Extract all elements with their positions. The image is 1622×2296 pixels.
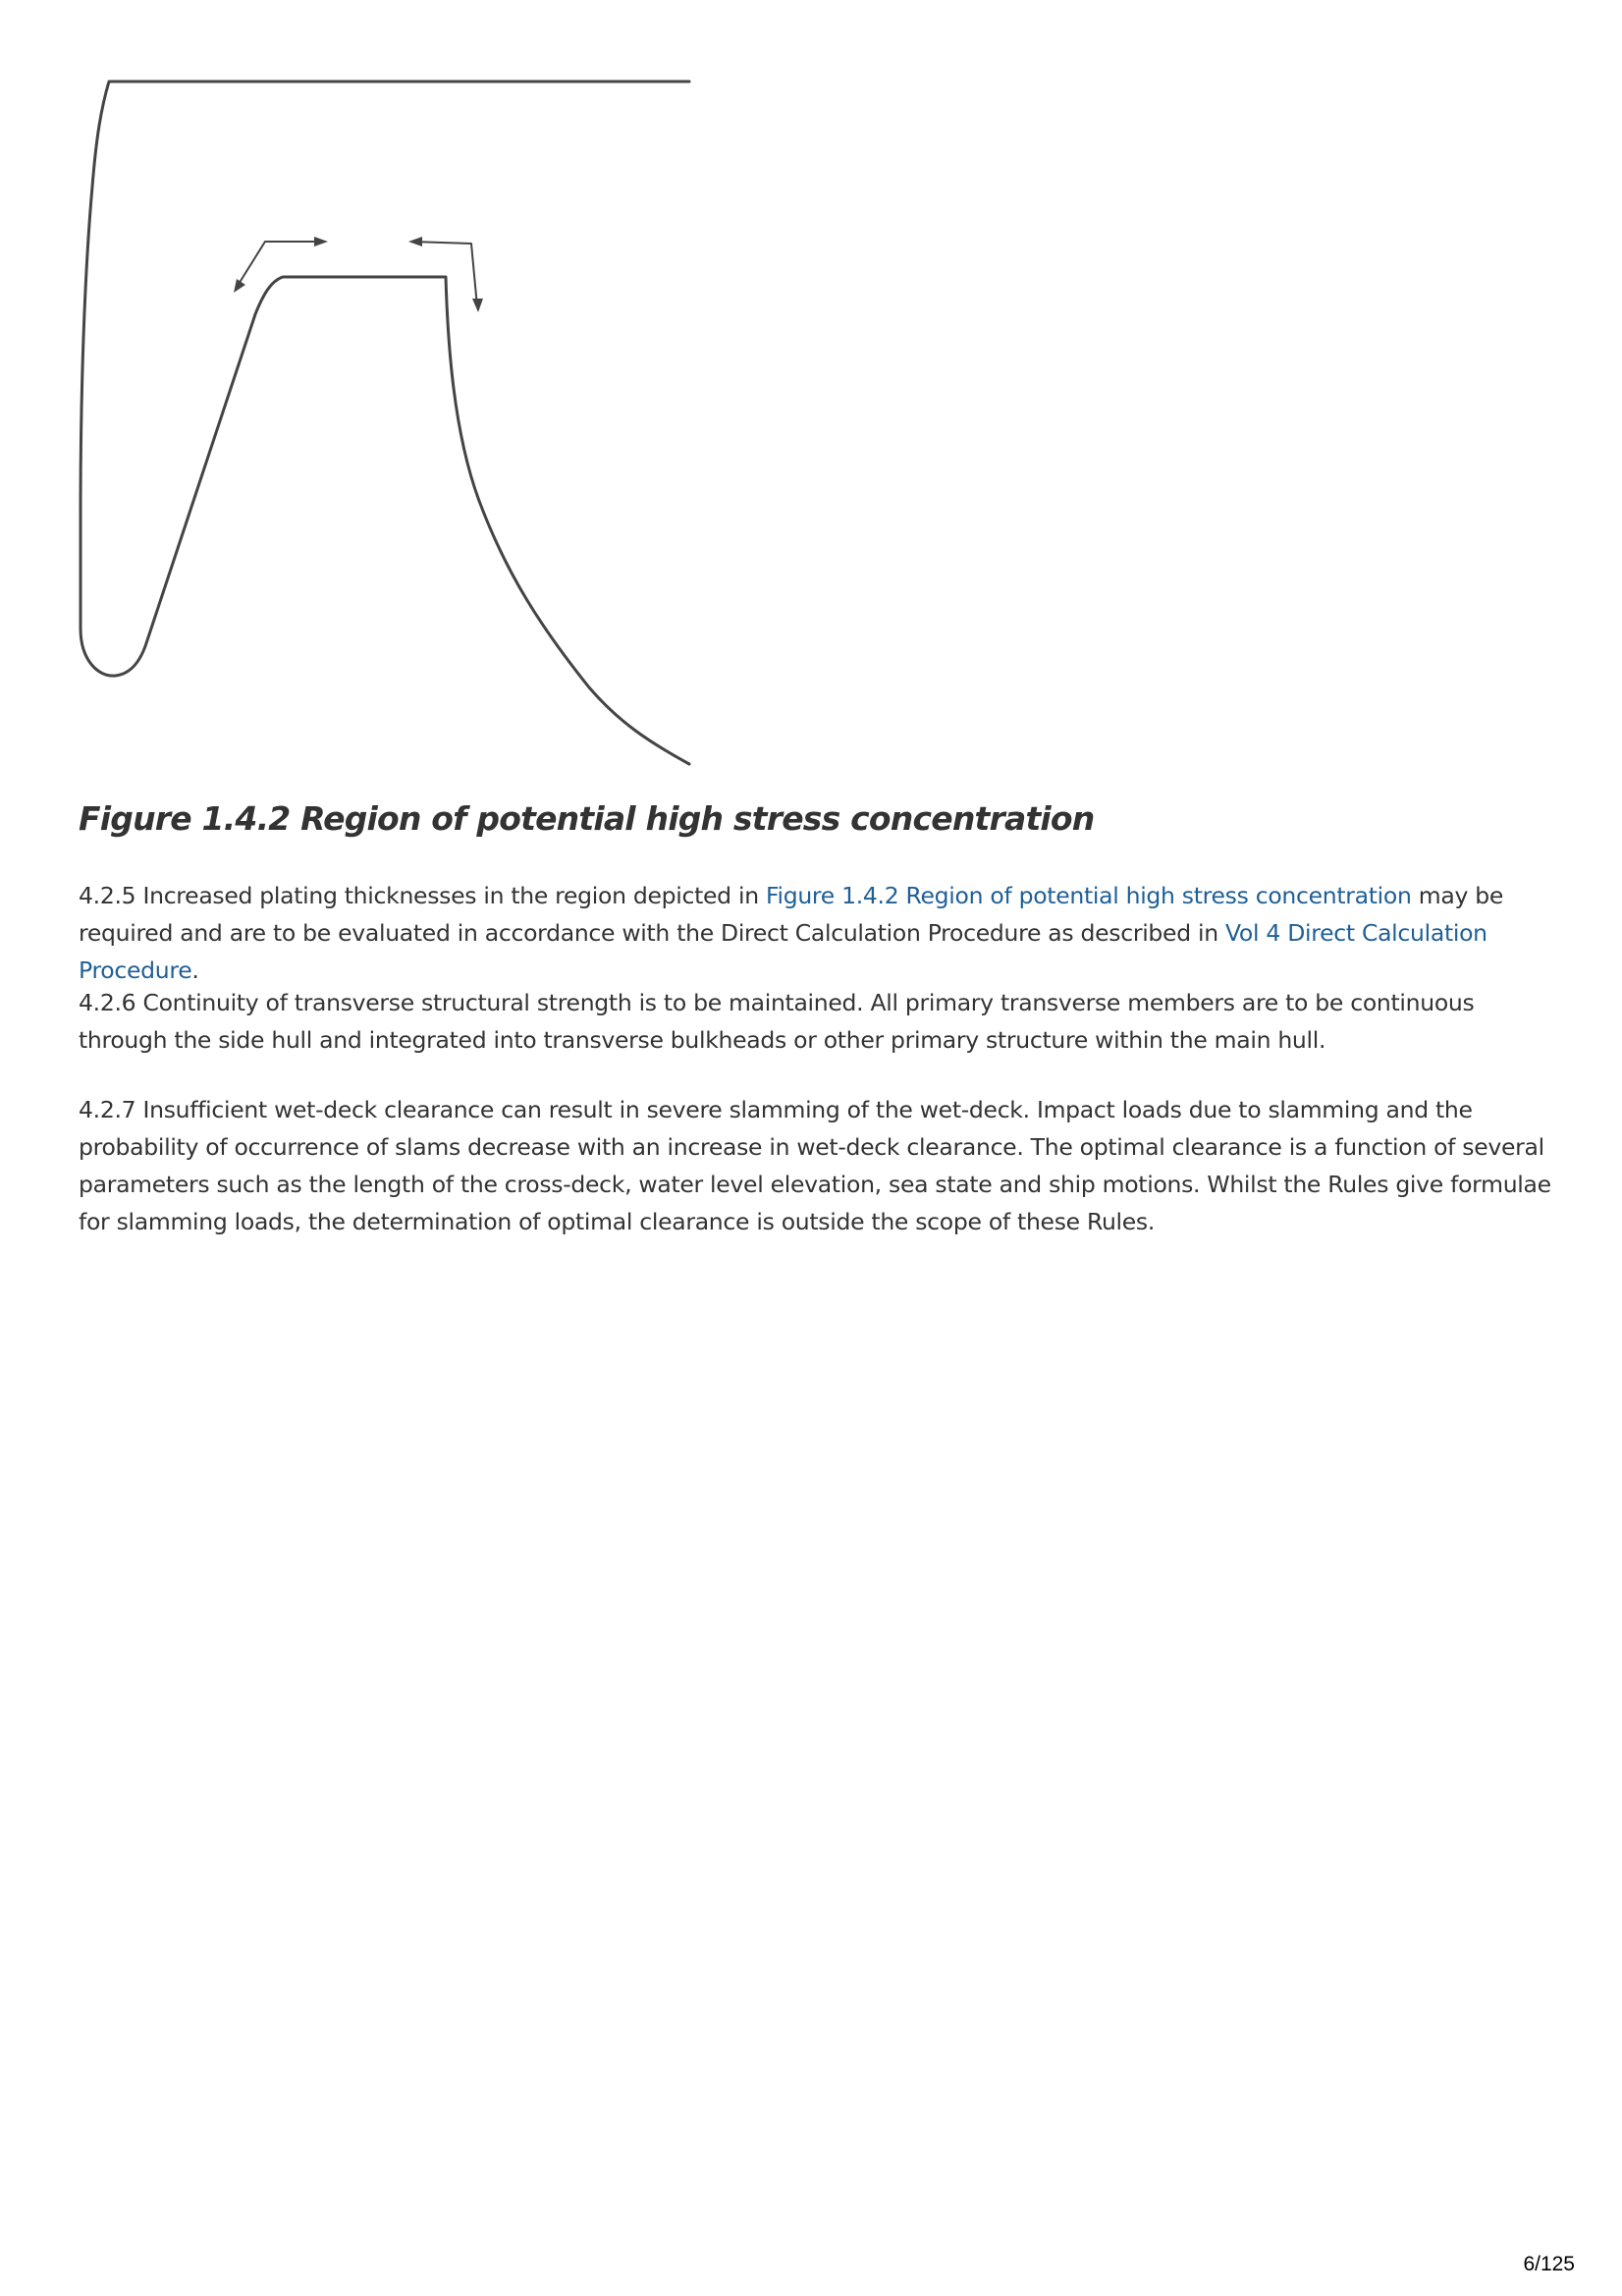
- figure-caption: Figure 1.4.2 Region of potential high stress concentration: [79, 799, 1095, 838]
- paragraph-4-2-5-prefix: 4.2.5 Increased plating thicknesses in the region depicted in: [79, 882, 766, 909]
- figure-hull-section: [75, 69, 693, 776]
- figure-1-4-2-link[interactable]: Figure 1.4.2 Region of potential high stress concentration: [765, 882, 1412, 909]
- paragraph-4-2-5-suffix: .: [191, 957, 199, 984]
- paragraph-4-2-6: 4.2.6 Continuity of transverse structural strength is to be maintained. All primary transverse members are to be continuous through the side hull and integrated into transverse bulkheads or other primary structure within the main hull.: [79, 989, 1475, 1054]
- page-number: 6/125: [1523, 2253, 1575, 2275]
- paragraph-4-2-7: 4.2.7 Insufficient wet-deck clearance can result in severe slamming of the wet-deck. Impact loads due to slamming and the probability of occurrence of slams decrease with an increase in wet-deck clearance. The optimal clearance is a function of several parameters such as the length of the cross-deck, water level elevation, sea state and ship motions. Whilst the Rules give formulae for slamming loads, the determination of optimal clearance is outside the scope of these Rules.: [79, 1096, 1551, 1235]
- arrow-left-head-right: [314, 237, 328, 246]
- paragraph-4-2-5: [79, 877, 1551, 989]
- arrow-left-path: [236, 242, 324, 289]
- paragraph-4-2-5-middle: may be required and are to be evaluated in accordance with the Direct Calculation Procedure as described in: [79, 882, 1503, 947]
- arrow-left-head-down: [234, 279, 245, 293]
- outer-hull-outline: [81, 82, 689, 764]
- vol-4-direct-calculation-link[interactable]: Vol 4 Direct Calculation Procedure: [79, 919, 1487, 984]
- hull-section-diagram-icon: [75, 69, 693, 776]
- arrow-right-path: [412, 242, 477, 306]
- arrow-right-head-down: [472, 299, 483, 312]
- arrow-right-head-left: [408, 237, 422, 246]
